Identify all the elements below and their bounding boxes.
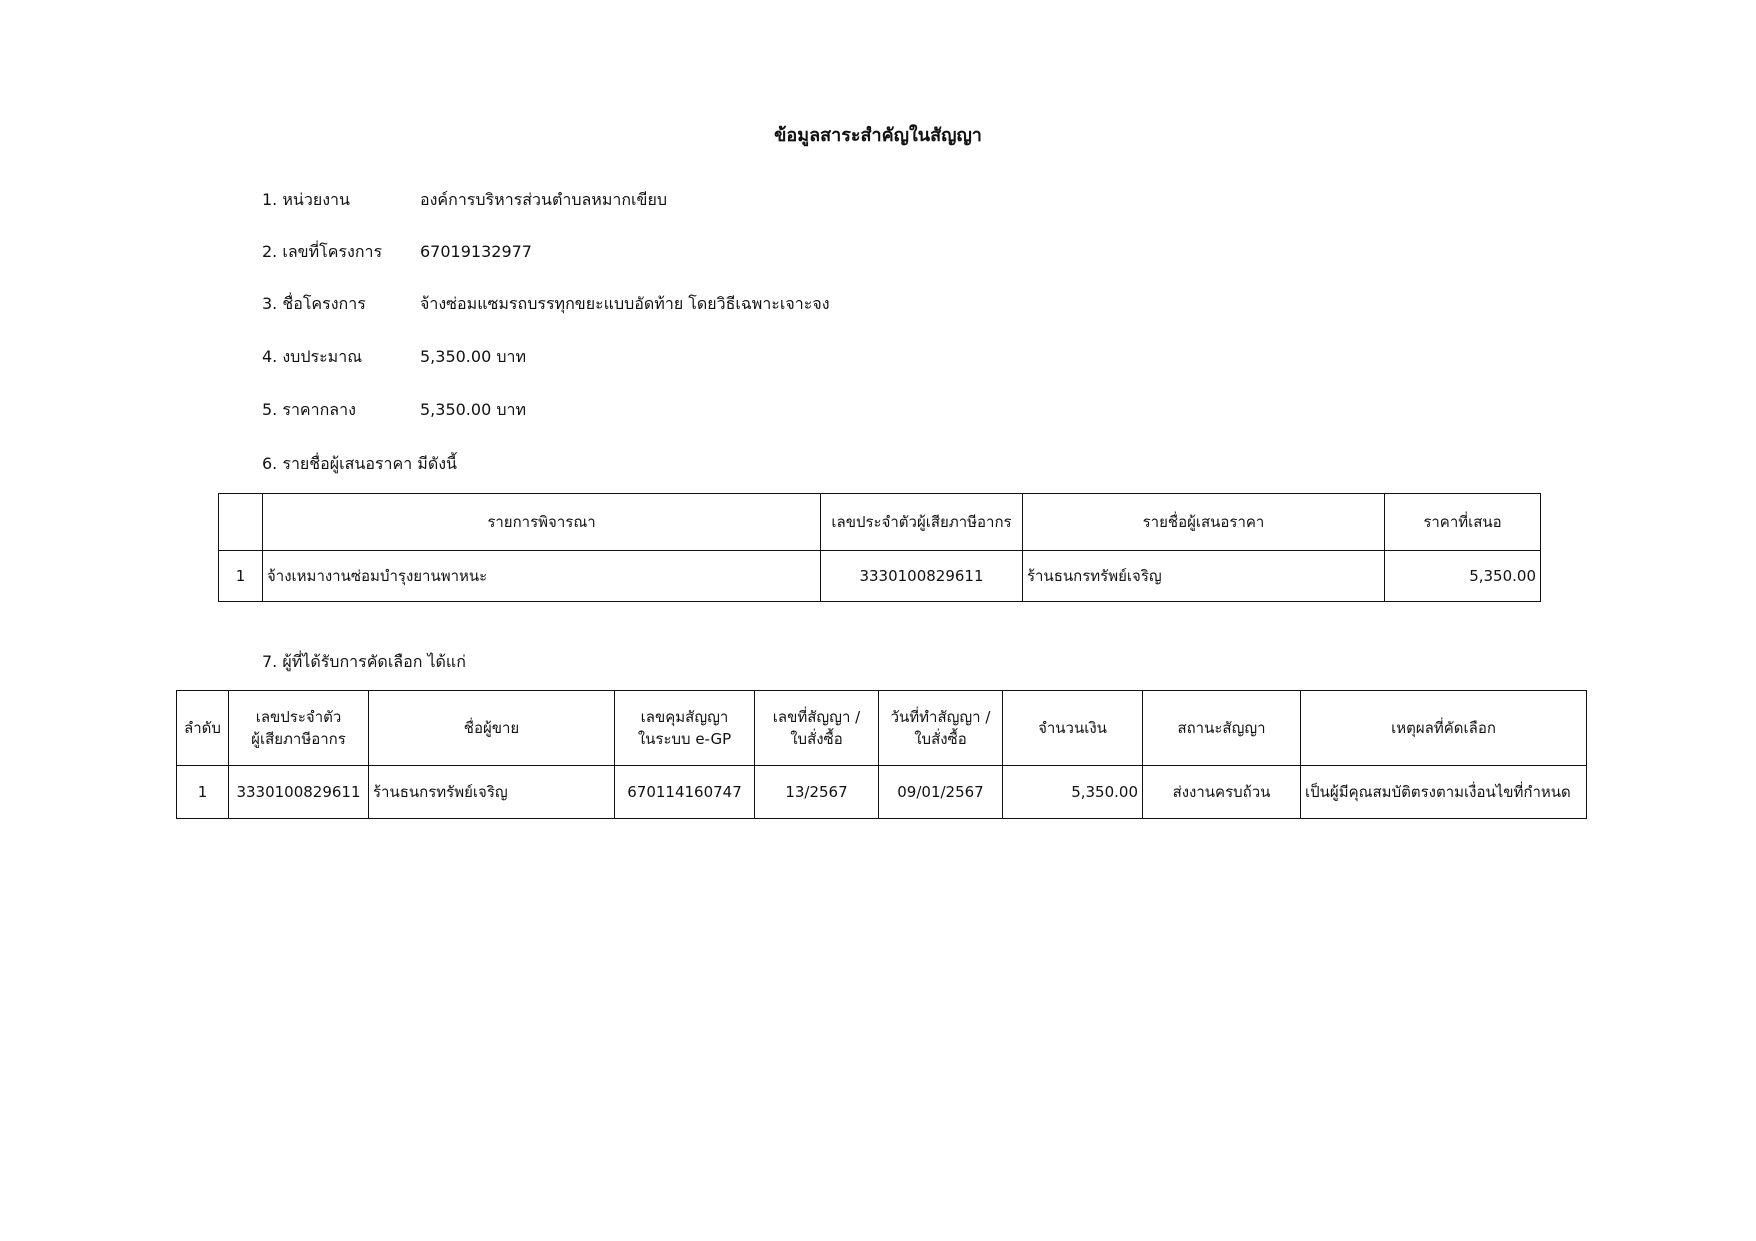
row-price: 5,350.00 bbox=[1385, 551, 1541, 602]
row-control-number: 670114160747 bbox=[615, 766, 755, 819]
row-seller: ร้านธนกรทรัพย์เจริญ bbox=[369, 766, 615, 819]
column-header-number bbox=[219, 494, 263, 551]
field-label: 4. งบประมาณ bbox=[262, 347, 363, 366]
row-number: 1 bbox=[219, 551, 263, 602]
row-tax-id: 3330100829611 bbox=[821, 551, 1023, 602]
table-header-row bbox=[219, 494, 1541, 551]
header-line: ใบสั่งซื้อ bbox=[914, 730, 967, 748]
header-line: เลขประจำตัว bbox=[255, 708, 342, 726]
header-line: เลขคุมสัญญา bbox=[640, 708, 729, 726]
row-contract-date: 09/01/2567 bbox=[879, 766, 1003, 819]
awards-table bbox=[176, 690, 1587, 819]
column-header-control-number bbox=[615, 691, 755, 766]
column-header-price: ราคาที่เสนอ bbox=[1385, 494, 1541, 551]
field-value: 5,350.00 บาท bbox=[420, 347, 527, 366]
row-number: 1 bbox=[177, 766, 229, 819]
field-value: 5,350.00 บาท bbox=[420, 400, 527, 419]
header-line: ในระบบ e-GP bbox=[637, 730, 732, 748]
header-line: ผู้เสียภาษีอากร bbox=[251, 730, 346, 748]
bidders-section-label: 6. รายชื่อผู้เสนอราคา มีดังนี้ bbox=[262, 454, 457, 473]
column-header-number: ลำดับ bbox=[177, 691, 229, 766]
field-label: 2. เลขที่โครงการ bbox=[262, 242, 383, 261]
table-row bbox=[177, 766, 1587, 819]
row-item: จ้างเหมางานซ่อมบำรุงยานพาหนะ bbox=[263, 551, 821, 602]
column-header-contract-number bbox=[755, 691, 879, 766]
bidders-table bbox=[218, 493, 1541, 602]
row-contract-number: 13/2567 bbox=[755, 766, 879, 819]
column-header-status: สถานะสัญญา bbox=[1143, 691, 1301, 766]
header-line: ใบสั่งซื้อ bbox=[790, 730, 843, 748]
field-value: องค์การบริหารส่วนตำบลหมากเขียบ bbox=[420, 190, 667, 209]
field-label: 5. ราคากลาง bbox=[262, 400, 356, 419]
row-reason: เป็นผู้มีคุณสมบัติตรงตามเงื่อนไขที่กำหนด bbox=[1301, 766, 1587, 819]
header-line: เลขที่สัญญา / bbox=[772, 708, 861, 726]
column-header-tax-id: เลขประจำตัวผู้เสียภาษีอากร bbox=[821, 494, 1023, 551]
header-line: วันที่ทำสัญญา / bbox=[890, 708, 991, 726]
field-label: 3. ชื่อโครงการ bbox=[262, 294, 366, 313]
document-title: ข้อมูลสาระสำคัญในสัญญา bbox=[774, 125, 982, 146]
field-value: จ้างซ่อมแซมรถบรรทุกขยะแบบอัดท้าย โดยวิธีเฉพาะเจาะจง bbox=[420, 294, 830, 313]
column-header-contract-date bbox=[879, 691, 1003, 766]
column-header-amount: จำนวนเงิน bbox=[1003, 691, 1143, 766]
field-label: 1. หน่วยงาน bbox=[262, 190, 350, 209]
column-header-seller: ชื่อผู้ขาย bbox=[369, 691, 615, 766]
table-row bbox=[219, 551, 1541, 602]
table-header-row bbox=[177, 691, 1587, 766]
field-value: 67019132977 bbox=[420, 242, 532, 261]
row-status: ส่งงานครบถ้วน bbox=[1143, 766, 1301, 819]
row-amount: 5,350.00 bbox=[1003, 766, 1143, 819]
column-header-bidder: รายชื่อผู้เสนอราคา bbox=[1023, 494, 1385, 551]
awards-section-label: 7. ผู้ที่ได้รับการคัดเลือก ได้แก่ bbox=[262, 652, 466, 671]
column-header-item: รายการพิจารณา bbox=[263, 494, 821, 551]
column-header-reason: เหตุผลที่คัดเลือก bbox=[1301, 691, 1587, 766]
column-header-tax-id bbox=[229, 691, 369, 766]
row-bidder: ร้านธนกรทรัพย์เจริญ bbox=[1023, 551, 1385, 602]
row-tax-id: 3330100829611 bbox=[229, 766, 369, 819]
